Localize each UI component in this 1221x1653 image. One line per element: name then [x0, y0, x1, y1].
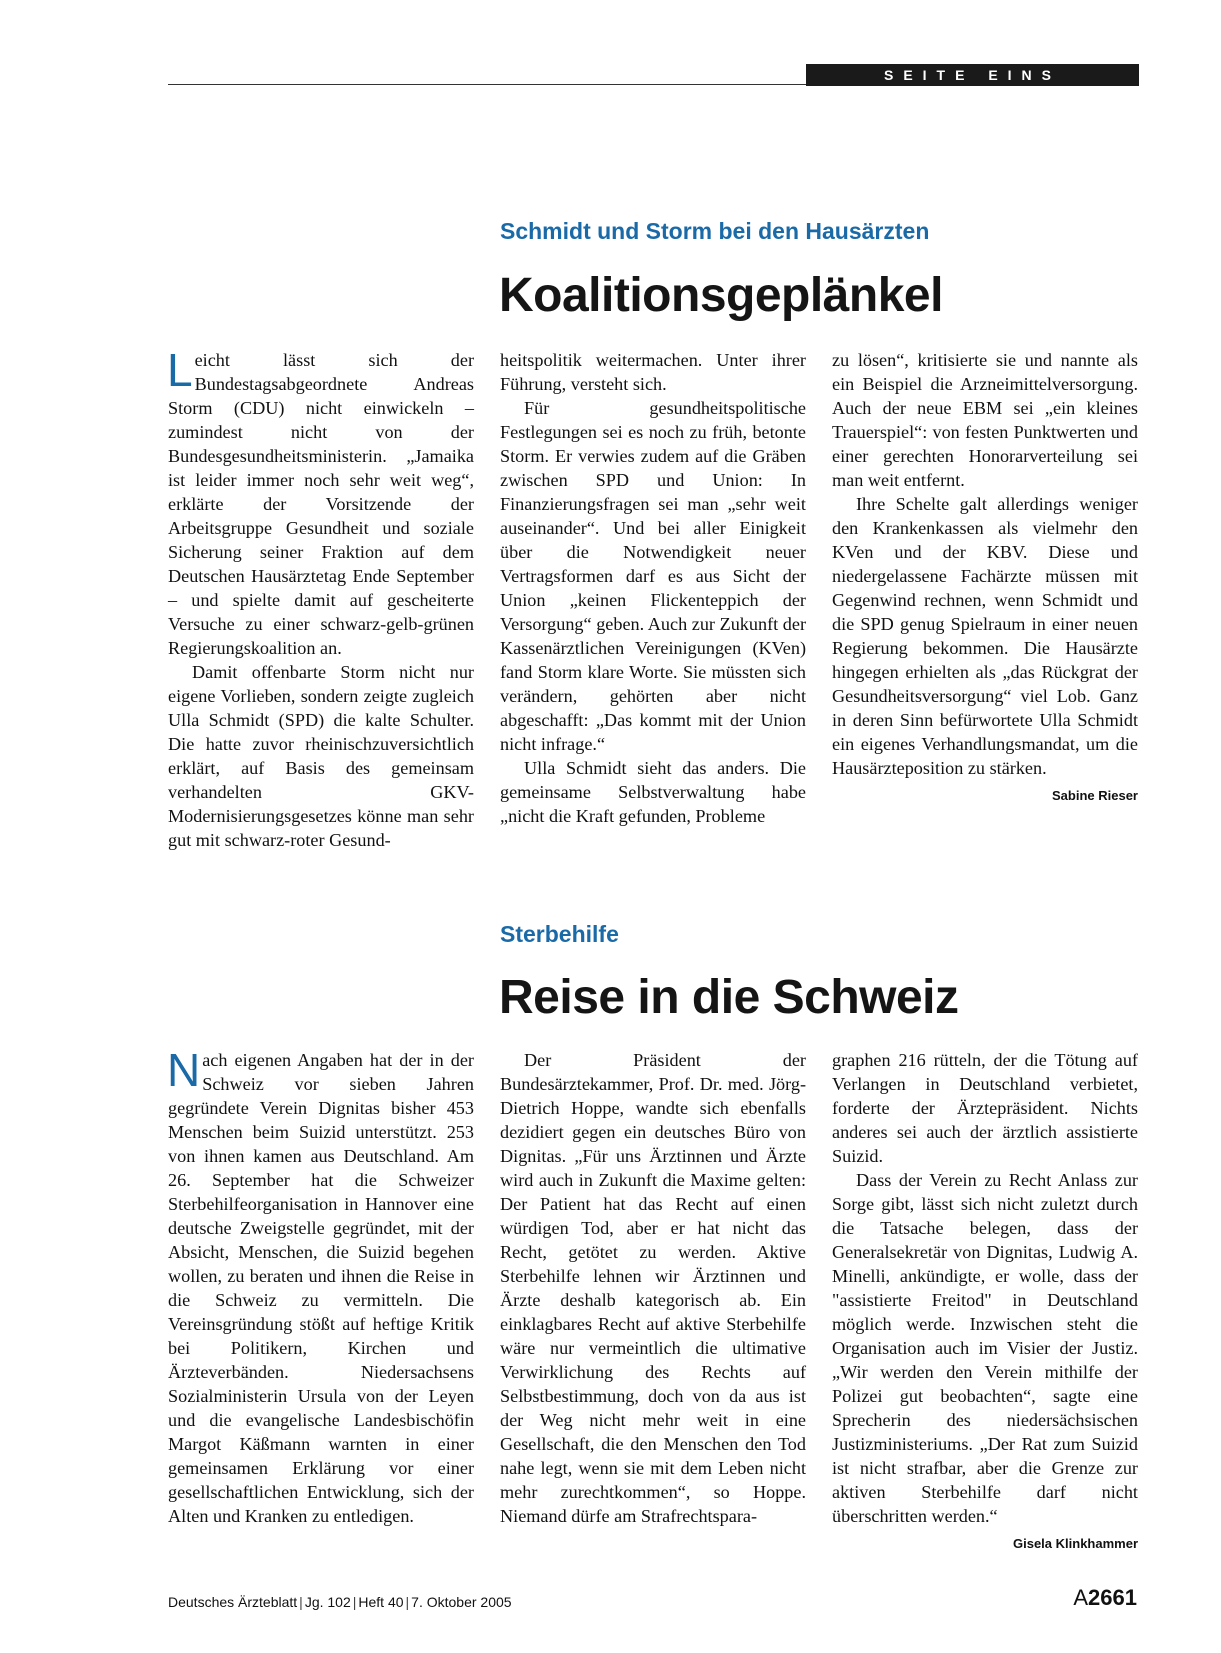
footer-issue: Heft 40 [358, 1594, 404, 1610]
article-2-column-3 [832, 1048, 1138, 1556]
article-2-column-1 [167, 1044, 474, 1528]
article-1-headline: Koalitionsgeplänkel [499, 269, 943, 322]
footer-date: 7. Oktober 2005 [411, 1594, 512, 1610]
article-2-author: Gisela Klinkhammer [1013, 1536, 1138, 1551]
page-number [1073, 1585, 1137, 1611]
article-1-column-2 [500, 348, 806, 828]
article-1-author: Sabine Rieser [1052, 788, 1138, 803]
article-2-paragraph: Dass der Verein zu Recht Anlass zur Sorge gibt, lässt sich nicht zuletzt durch die Tatsache belegen, dass der Generalsekretär von Dignitas, Ludwig A. Minelli, ankündigte, er wolle, dass der "assistierte Freitod" in Deutschland möglich werde. Inzwischen steht die Organisation auch im Visier der Justiz. „Wir werden den Verein mithilfe der Polizei gut beobachten“, sagte eine Sprecherin des niedersächsischen Justizministeriums. „Der Rat zum Suizid ist nicht strafbar, aber die Grenze zur aktiven Sterbehilfe darf nicht überschritten werden.“ Gisela Klinkhammer [832, 1168, 1138, 1528]
article-1-paragraph: Damit offenbarte Storm nicht nur eigene Vorlieben, sondern zeigte zugleich Ulla Schmidt (SPD) die kalte Schulter. Die hatte zuvor rheinischzuversichtlich erklärt, auf Basis des gemeinsam verhandelten GKV-Modernisierungsgesetzes könne man sehr gut mit schwarz-roter Gesund- [168, 662, 474, 850]
article-1-paragraph: Ulla Schmidt sieht das anders. Die gemeinsame Selbstverwaltung habe „nicht die Kraft gefunden, Probleme [500, 758, 806, 826]
footer-citation: Deutsches Ärzteblatt | Jg. 102 | Heft 40 | 7. Oktober 2005 [168, 1594, 512, 1610]
article-2-paragraph: Nach eigenen Angaben hat der in der Schweiz vor sieben Jahren gegründete Verein Dignitas bisher 453 Menschen beim Suizid unterstützt. 253 von ihnen kamen aus Deutschland. Am 26. September hat die Schweizer Sterbehilfeorganisation in Hannover eine deutsche Zweigstelle gegründet, mit der Absicht, Menschen, die Suizid begehen wollen, zu beraten und ihnen die Reise in die Schweiz zu vermitteln. Die Vereinsgründung stößt auf heftige Kritik bei Politikern, Kirchen und Ärzteverbänden. Niedersachsens Sozialministerin Ursula von der Leyen und die evangelische Landesbischöfin Margot Käßmann warnten in einer gemeinsamen Erklärung vor einer gesellschaftlichen Entwicklung, sich der Alten und Kranken zu entledigen. [167, 1044, 474, 1526]
article-1-paragraph: Ihre Schelte galt allerdings weniger den Krankenkassen als vielmehr den KVen und der KBV. Diese und niedergelassene Fachärzte müssen mit Gegenwind rechnen, wenn Schmidt und die SPD genug Spielraum in einer neuen Regierung bekommen. Die Hausärzte hingegen erhielten als „das Rückgrat der Gesundheitsversorgung“ viel Lob. Ganz in deren Sinn befürwortete Ulla Schmidt ein eigenes Verhandlungsmandat, um die Hausärzteposition zu stärken. Sabine Rieser [832, 492, 1138, 780]
page-number-value: 2661 [1088, 1585, 1137, 1610]
article-2-paragraph: Der Präsident der Bundesärztekammer, Prof. Dr. med. Jörg-Dietrich Hoppe, wandte sich ebenfalls dezidiert gegen ein deutsches Büro von Dignitas. „Für uns Ärztinnen und Ärzte wird auch in Zukunft die Maxime gelten: Der Patient hat das Recht auf einen würdigen Tod, aber er hat nicht das Recht, getötet zu werden. Aktive Sterbehilfe lehnen wir Ärztinnen und Ärzte deshalb kategorisch ab. Ein einklagbares Recht auf aktive Sterbehilfe wäre nur vermeintlich die ultimative Verwirklichung des Rechts auf Selbstbestimmung, doch von da aus ist der Weg nicht mehr weit in eine Gesellschaft, die den Menschen den Tod nahe legt, wenn sie mit dem Leben nicht mehr zurechtkommen“, so Hoppe. Niemand dürfe am Strafrechtspara- [500, 1050, 806, 1526]
article-1-paragraph: Für gesundheitspolitische Festlegungen sei es noch zu früh, betonte Storm. Er verwies zudem auf die Gräben zwischen SPD und Union: In Finanzierungsfragen sei man „sehr weit auseinander“. Und bei aller Einigkeit über die Notwendigkeit neuer Vertragsformen darf es aus Sicht der Union „keinen Flickenteppich der Versorgung“ geben. Auch zur Zukunft der Kassenärztlichen Vereinigungen (KVen) fand Storm klare Worte. Sie müssten sich verändern, gehörten aber nicht abgeschafft: „Das kommt mit der Union nicht infrage.“ [500, 398, 806, 754]
page-prefix: A [1073, 1585, 1089, 1610]
article-2-column-2 [500, 1048, 806, 1528]
article-1-dropcap: L [167, 344, 193, 396]
article-1-paragraph: Leicht lässt sich der Bundestagsabgeordnete Andreas Storm (CDU) nicht einwickeln – zumindest nicht von der Bundesgesundheitsministerin. „Jamaika ist leider immer noch sehr weit weg“, erklärte der Vorsitzende der Arbeitsgruppe Gesundheit und soziale Sicherung seiner Fraktion auf dem Deutschen Hausärztetag Ende September – und spielte damit auf gescheiterte Versuche zu einer schwarz-gelb-grünen Regierungskoalition an. [167, 344, 474, 658]
article-1-paragraph: heitspolitik weitermachen. Unter ihrer Führung, versteht sich. [500, 350, 806, 394]
section-label: SEITE EINS [806, 64, 1139, 86]
article-1-kicker: Schmidt und Storm bei den Hausärzten [500, 218, 930, 244]
article-2-paragraph: graphen 216 rütteln, der die Tötung auf Verlangen in Deutschland verbietet, forderte der Ärztepräsident. Nichts anderes sei auch der ärztlich assistierte Suizid. [832, 1050, 1138, 1166]
footer-volume: Jg. 102 [304, 1594, 351, 1610]
article-2-headline: Reise in die Schweiz [499, 971, 959, 1024]
article-1-column-3 [832, 348, 1138, 808]
article-1-column-1 [167, 344, 474, 852]
article-2-dropcap: N [167, 1044, 201, 1096]
footer-journal: Deutsches Ärzteblatt [168, 1594, 298, 1610]
article-2-kicker: Sterbehilfe [500, 921, 619, 947]
article-1-paragraph: zu lösen“, kritisierte sie und nannte als ein Beispiel die Arzneimittelversorgung. Auch der neue EBM sei „ein kleines Trauerspiel“: von festen Punktwerten und einer gerechten Honorarverteilung sei man weit entfernt. [832, 350, 1138, 490]
